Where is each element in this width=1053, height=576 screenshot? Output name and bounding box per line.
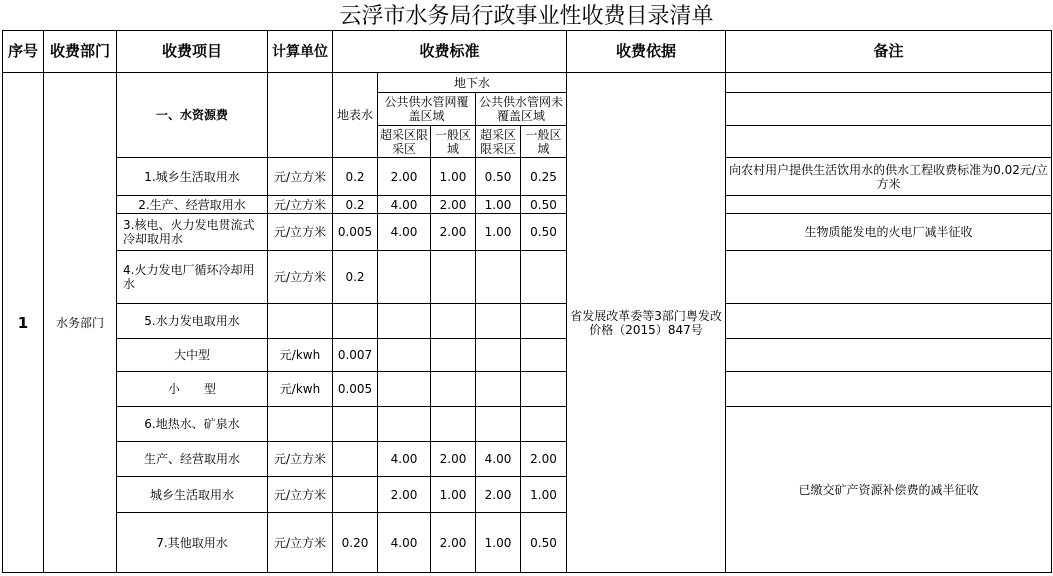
surface-cell: 0.20 [333,513,378,573]
table-row [3,304,1052,339]
remark-empty [726,372,1052,407]
uncovered-general-cell [521,407,567,442]
seq-number: 1 [3,73,44,573]
uncovered-general-cell: 0.50 [521,214,567,251]
uncovered-general-cell: 0.50 [521,513,567,573]
uncovered-general-cell [521,339,567,372]
table-row [3,196,1052,214]
covered-over-cell [378,372,431,407]
item-cell: 3.核电、火力发电贯流式冷却取用水 [117,214,268,251]
uncovered-over-cell [476,251,521,304]
item-cell: 6.地热水、矿泉水 [117,407,268,442]
uncovered-general-cell: 2.00 [521,442,567,477]
uncovered-general-cell [521,251,567,304]
table-row [3,407,1052,442]
table-row [3,251,1052,304]
unit-cell [268,407,333,442]
item-cell: 4.火力发电厂循环冷却用水 [117,251,268,304]
item-cell: 1.城乡生活取用水 [117,158,268,196]
uncovered-general-cell: 0.50 [521,196,567,214]
fee-table [2,30,1052,573]
covered-over-cell [378,407,431,442]
covered-general-cell: 2.00 [431,196,476,214]
uncovered-general-cell: 0.25 [521,158,567,196]
unit-cell: 元/立方米 [268,477,333,513]
section-title: 一、水资源费 [117,73,268,158]
item-cell: 城乡生活取用水 [117,477,268,513]
uncovered-over-cell: 4.00 [476,442,521,477]
covered-general-cell [431,372,476,407]
table-row [3,158,1052,196]
table-row [3,214,1052,251]
covered-general-cell: 1.00 [431,477,476,513]
remark-empty [726,251,1052,304]
unit-cell: 元/kwh [268,372,333,407]
surface-cell: 0.005 [333,214,378,251]
unit-cell: 元/立方米 [268,158,333,196]
subheader-uncovered-general: 一般区域 [521,126,567,158]
uncovered-over-cell: 1.00 [476,214,521,251]
surface-cell: 0.007 [333,339,378,372]
unit-cell: 元/立方米 [268,214,333,251]
surface-cell [333,407,378,442]
covered-general-cell [431,251,476,304]
uncovered-general-cell: 1.00 [521,477,567,513]
department-cell: 水务部门 [44,73,117,573]
item-cell: 5.水力发电取用水 [117,304,268,339]
header-seq: 序号 [3,31,44,73]
unit-cell [268,304,333,339]
unit-cell: 元/立方米 [268,251,333,304]
covered-over-cell: 2.00 [378,158,431,196]
header-dept: 收费部门 [44,31,117,73]
header-remark: 备注 [726,31,1052,73]
table-row [3,372,1052,407]
item-cell: 2.生产、经营取用水 [117,196,268,214]
table-row [3,339,1052,372]
uncovered-over-cell: 1.00 [476,513,521,573]
uncovered-over-cell [476,339,521,372]
header-standard: 收费标准 [333,31,567,73]
surface-cell: 0.005 [333,372,378,407]
item-cell: 7.其他取用水 [117,513,268,573]
remark-cell: 向农村用户提供生活饮用水的供水工程收费标准为0.02元/立方米 [726,158,1052,196]
uncovered-over-cell [476,304,521,339]
covered-general-cell [431,407,476,442]
item-cell: 大中型 [117,339,268,372]
surface-cell [333,442,378,477]
surface-cell [333,477,378,513]
covered-general-cell: 2.00 [431,513,476,573]
surface-cell: 0.2 [333,158,378,196]
subheader-uncovered: 公共供水管网未覆盖区域 [476,93,567,126]
covered-general-cell: 2.00 [431,442,476,477]
item-cell: 小 型 [117,372,268,407]
covered-general-cell: 2.00 [431,214,476,251]
uncovered-over-cell: 2.00 [476,477,521,513]
unit-cell: 元/立方米 [268,513,333,573]
header-basis: 收费依据 [567,31,726,73]
covered-over-cell: 4.00 [378,513,431,573]
uncovered-over-cell: 0.50 [476,158,521,196]
uncovered-general-cell [521,304,567,339]
covered-over-cell: 2.00 [378,477,431,513]
subheader-surface: 地表水 [333,73,378,158]
basis-cell: 省发展改革委等3部门粤发改价格（2015）847号 [567,73,726,573]
header-row [3,31,1052,73]
covered-general-cell: 1.00 [431,158,476,196]
covered-general-cell [431,304,476,339]
covered-over-cell: 4.00 [378,214,431,251]
subheader-groundwater: 地下水 [378,73,567,93]
subheader-covered-general: 一般区域 [431,126,476,158]
subheader-covered: 公共供水管网覆盖区域 [378,93,476,126]
unit-cell: 元/立方米 [268,442,333,477]
subheader-covered-over: 超采区限采区 [378,126,431,158]
header-unit: 计算单位 [268,31,333,73]
uncovered-general-cell [521,372,567,407]
remark-cell: 已缴交矿产资源补偿费的减半征收 [726,407,1052,573]
remark-cell: 生物质能发电的火电厂减半征收 [726,214,1052,251]
section-unit-empty [268,73,333,158]
remark-empty-c [726,126,1052,158]
covered-over-cell: 4.00 [378,442,431,477]
covered-over-cell [378,251,431,304]
uncovered-over-cell [476,372,521,407]
subheader-row-1 [3,73,1052,93]
surface-cell: 0.2 [333,196,378,214]
subheader-uncovered-over: 超采区限采区 [476,126,521,158]
remark-empty [726,196,1052,214]
surface-cell: 0.2 [333,251,378,304]
remark-empty-b [726,93,1052,126]
remark-empty-a [726,73,1052,93]
surface-cell [333,304,378,339]
remark-empty [726,304,1052,339]
unit-cell: 元/立方米 [268,196,333,214]
uncovered-over-cell: 1.00 [476,196,521,214]
covered-over-cell [378,304,431,339]
covered-general-cell [431,339,476,372]
header-item: 收费项目 [117,31,268,73]
item-cell: 生产、经营取用水 [117,442,268,477]
remark-empty [726,339,1052,372]
unit-cell: 元/kwh [268,339,333,372]
covered-over-cell [378,339,431,372]
covered-over-cell: 4.00 [378,196,431,214]
page-title: 云浮市水务局行政事业性收费目录清单 [339,4,714,29]
uncovered-over-cell [476,407,521,442]
